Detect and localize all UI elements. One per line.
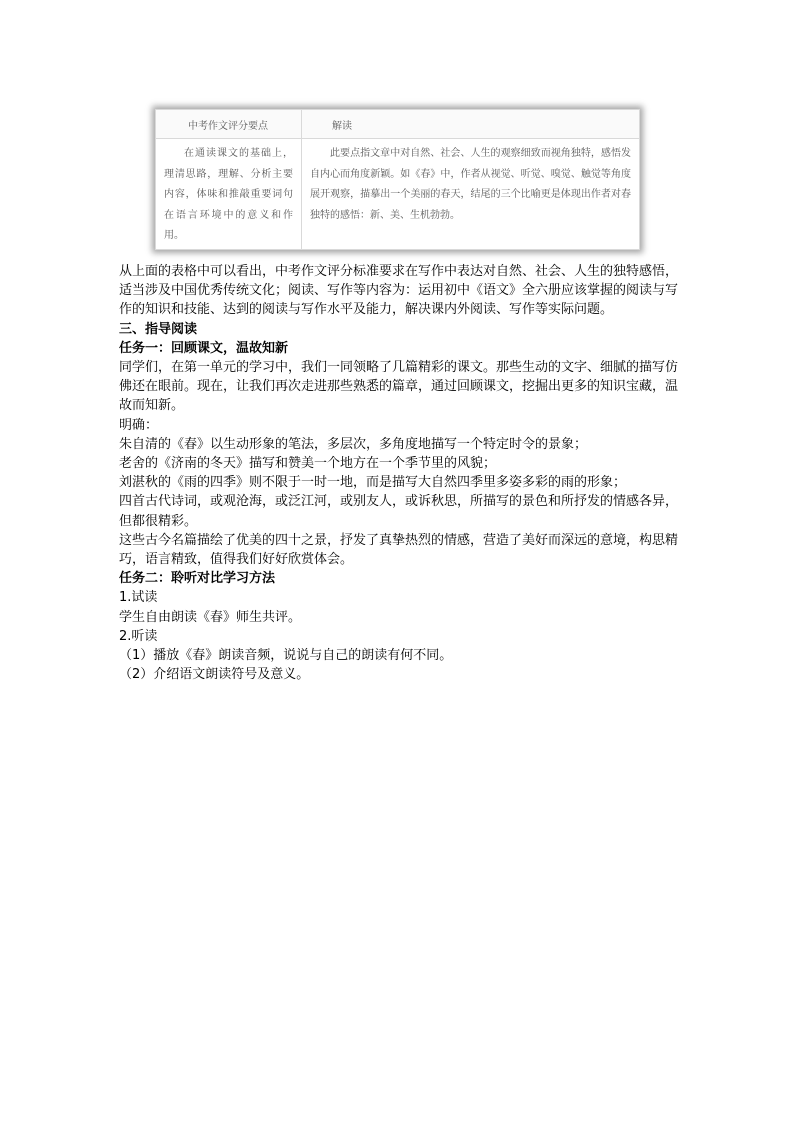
paragraph-ancient-poems: 四首古代诗词，或观沧海，或泛江河，或别友人，或诉秋思，所描写的景色和所抒发的情感各异，但都很精彩。 xyxy=(119,494,679,529)
step-trial-reading: 1.试读 xyxy=(119,590,158,606)
document-body xyxy=(119,262,679,684)
paragraph-intro: 同学们，在第一单元的学习中，我们一同领略了几篇精彩的课文。那些生动的文字、细腻的描写仿佛还在眼前。现在，让我们再次走进那些熟悉的篇章，通过回顾课文，挖掘出更多的知识宝藏，温故而知新。 xyxy=(119,360,679,414)
paragraph-conclusion: 这些古今名篇描绘了优美的四十之景，抒发了真挚热烈的情感，营造了美好而深远的意境，构思精巧，语言精致，值得我们好好欣赏体会。 xyxy=(119,532,679,568)
scoring-table xyxy=(155,109,640,250)
step-listening: 2.听读 xyxy=(119,628,158,644)
task-one-heading: 任务一：回顾课文，温故知新 xyxy=(119,340,289,356)
paragraph-jinan-winter: 老舍的《济南的冬天》描写和赞美一个地方在一个季节里的风貌； xyxy=(119,456,497,472)
task-two-heading: 任务二：聆听对比学习方法 xyxy=(119,571,276,587)
table-image xyxy=(155,109,640,250)
paragraph-clarify-label: 明确： xyxy=(119,417,159,433)
header-scoring-points: 中考作文评分要点 xyxy=(156,110,302,139)
paragraph-four-seasons-rain: 刘湛秋的《雨的四季》则不限于一时一地，而是描写大自然四季里多姿多彩的雨的形象； xyxy=(119,475,627,491)
paragraph-spring: 朱自清的《春》以生动形象的笔法，多层次，多角度地描写一个特定时令的景象； xyxy=(119,436,588,452)
paragraph-free-reading: 学生自由朗读《春》师生共评。 xyxy=(119,609,302,625)
section-heading: 三、指导阅读 xyxy=(119,321,198,337)
table-header-row xyxy=(156,110,640,139)
cell-scoring-point: 在通读课文的基础上，理清思路，理解、分析主要内容，体味和推敲重要词句在语言环境中的意义和作用。 xyxy=(156,139,302,250)
list-item-symbols: （2）介绍语文朗读符号及意义。 xyxy=(119,667,310,683)
header-interpretation: 解读 xyxy=(302,110,640,139)
paragraph-summary: 从上面的表格中可以看出，中考作文评分标准要求在写作中表达对自然、社会、人生的独特感悟，适当涉及中国优秀传统文化；阅读、写作等内容为：运用初中《语文》全六册应该掌握的阅读与写作的知识和技能、达到的阅读与写作水平及能力，解决课内外阅读、写作等实际问题。 xyxy=(119,264,679,318)
cell-interpretation: 此要点指文章中对自然、社会、人生的观察细致而视角独特，感悟发自内心而角度新颖。如《春》中，作者从视觉、听觉、嗅觉、触觉等角度展开观察，描摹出一个美丽的春天，结尾的三个比喻更是体现出作者对春独特的感悟：新、美、生机勃勃。 xyxy=(302,139,640,250)
table-row xyxy=(156,139,640,250)
list-item-audio: （1）播放《春》朗读音频，说说与自己的朗读有何不同。 xyxy=(119,648,453,664)
